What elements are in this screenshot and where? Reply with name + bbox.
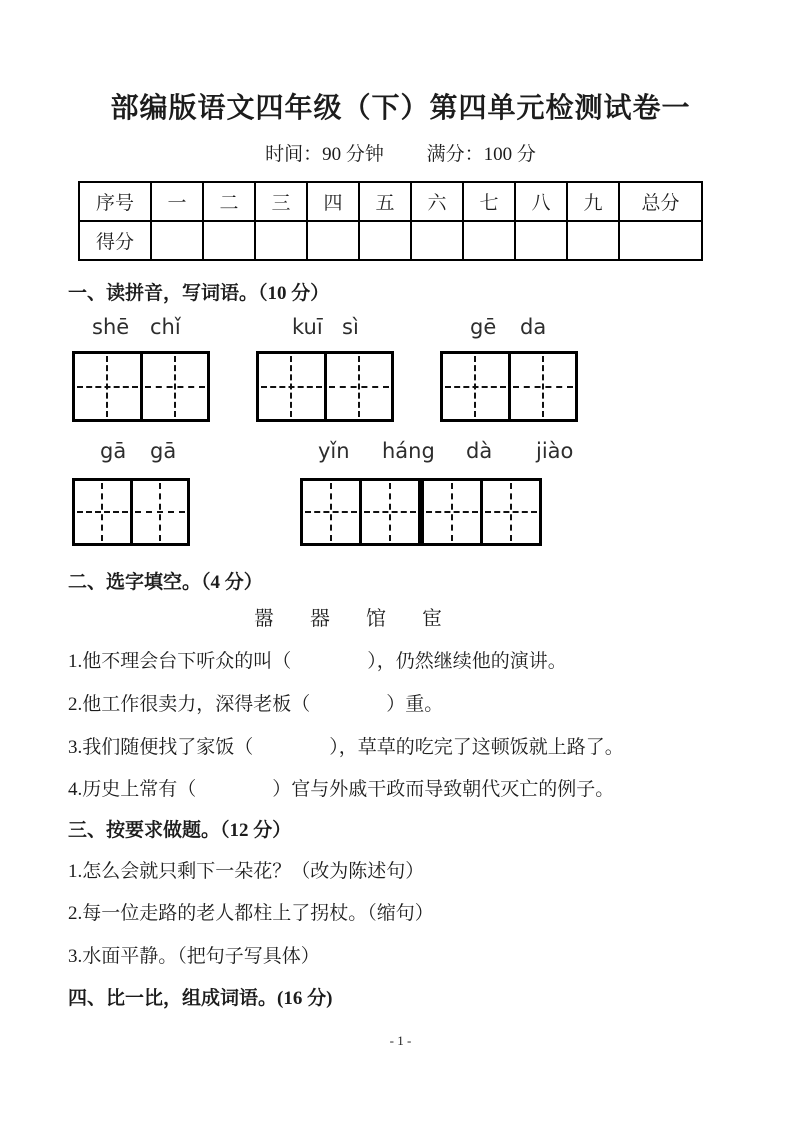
score-cell-empty	[307, 221, 359, 260]
score-table-header-cell: 五	[359, 182, 411, 221]
pinyin-syllable: gē	[470, 315, 497, 339]
tianzige-cell	[324, 354, 392, 419]
pinyin-syllable: gā	[100, 439, 127, 463]
score-cell-empty	[411, 221, 463, 260]
section-3-heading: 三、按要求做题。（12 分）	[68, 820, 292, 841]
tianzige-cell	[140, 354, 208, 419]
tianzige-grid	[72, 478, 190, 546]
writing-grids-row-2	[68, 478, 733, 546]
score-table-header-cell: 九	[567, 182, 619, 221]
score-cell-empty	[463, 221, 515, 260]
tianzige-grid	[440, 351, 578, 422]
score-table-header-cell: 二	[203, 182, 255, 221]
score-table-header-cell: 三	[255, 182, 307, 221]
section-1-heading: 一、读拼音，写词语。（10 分）	[68, 283, 330, 304]
tianzige-cell	[508, 354, 576, 419]
writing-grids-row-1	[68, 351, 733, 422]
pinyin-syllable: sì	[342, 315, 359, 339]
pinyin-syllable: yǐn	[318, 439, 350, 463]
pinyin-row-2	[68, 439, 733, 465]
score-table-header-cell: 四	[307, 182, 359, 221]
fill-blank-item-4: 4.历史上常有（ ）官与外戚干政而导致朝代灭亡的例子。	[68, 779, 615, 800]
choice-character: 馆	[366, 608, 386, 630]
time-limit-label: 时间：90 分钟	[265, 144, 384, 165]
pinyin-syllable: da	[520, 315, 547, 339]
tianzige-cell	[75, 354, 140, 419]
tianzige-cell	[130, 481, 188, 543]
pinyin-syllable: chǐ	[150, 315, 181, 339]
tianzige-grid	[72, 351, 210, 422]
tianzige-cell	[480, 481, 539, 543]
sentence-task-3: 3.水面平静。（把句子写具体）	[68, 946, 320, 967]
choice-character: 器	[310, 608, 330, 630]
paper-title: 部编版语文四年级（下）第四单元检测试卷一	[110, 93, 691, 124]
score-cell-empty	[359, 221, 411, 260]
score-row-label: 得分	[79, 221, 151, 260]
score-table-header-cell: 七	[463, 182, 515, 221]
score-table-header-cell: 总分	[619, 182, 702, 221]
score-cell-empty	[255, 221, 307, 260]
score-table-header-cell: 一	[151, 182, 203, 221]
score-table	[78, 181, 703, 261]
section-2-heading: 二、选字填空。（4 分）	[68, 572, 263, 593]
pinyin-syllable: kuī	[292, 315, 323, 339]
score-cell-empty	[515, 221, 567, 260]
page-number: - 1 -	[389, 1033, 412, 1048]
tianzige-grid	[300, 478, 421, 546]
paper-meta	[68, 143, 733, 167]
tianzige-cell	[259, 354, 324, 419]
pinyin-syllable: dà	[466, 439, 493, 463]
pinyin-syllable: háng	[382, 439, 435, 463]
tianzige-grid	[256, 351, 394, 422]
sentence-task-2: 2.每一位走路的老人都柱上了拐杖。（缩句）	[68, 903, 434, 924]
pinyin-syllable: jiào	[536, 439, 574, 463]
score-table-header-cell: 八	[515, 182, 567, 221]
fill-blank-item-2: 2.他工作很卖力，深得老板（ ）重。	[68, 694, 444, 715]
choice-characters-row	[254, 607, 733, 631]
score-table-header-cell: 六	[411, 182, 463, 221]
fill-blank-item-1: 1.他不理会台下听众的叫（ ），仍然继续他的演讲。	[68, 651, 567, 672]
pinyin-syllable: gā	[150, 439, 177, 463]
sentence-task-1: 1.怎么会就只剩下一朵花？（改为陈述句）	[68, 861, 425, 882]
score-table-header-cell: 序号	[79, 182, 151, 221]
pinyin-row-1	[68, 315, 733, 341]
score-cell-empty	[151, 221, 203, 260]
score-cell-empty	[567, 221, 619, 260]
choice-character: 嚣	[254, 608, 274, 630]
tianzige-cell	[359, 481, 418, 543]
tianzige-grid	[421, 478, 542, 546]
score-cell-empty	[203, 221, 255, 260]
choice-character: 宦	[422, 608, 442, 630]
score-table-header-row	[79, 182, 702, 221]
tianzige-cell	[424, 481, 480, 543]
score-table-score-row	[79, 221, 702, 260]
tianzige-cell	[443, 354, 508, 419]
pinyin-syllable: shē	[92, 315, 130, 339]
tianzige-cell	[303, 481, 359, 543]
score-cell-empty	[619, 221, 702, 260]
fill-blank-item-3: 3.我们随便找了家饭（ ），草草的吃完了这顿饭就上路了。	[68, 737, 624, 758]
full-score-label: 满分：100 分	[426, 144, 536, 165]
tianzige-cell	[75, 481, 130, 543]
section-4-heading: 四、比一比，组成词语。(16 分)	[68, 988, 333, 1009]
